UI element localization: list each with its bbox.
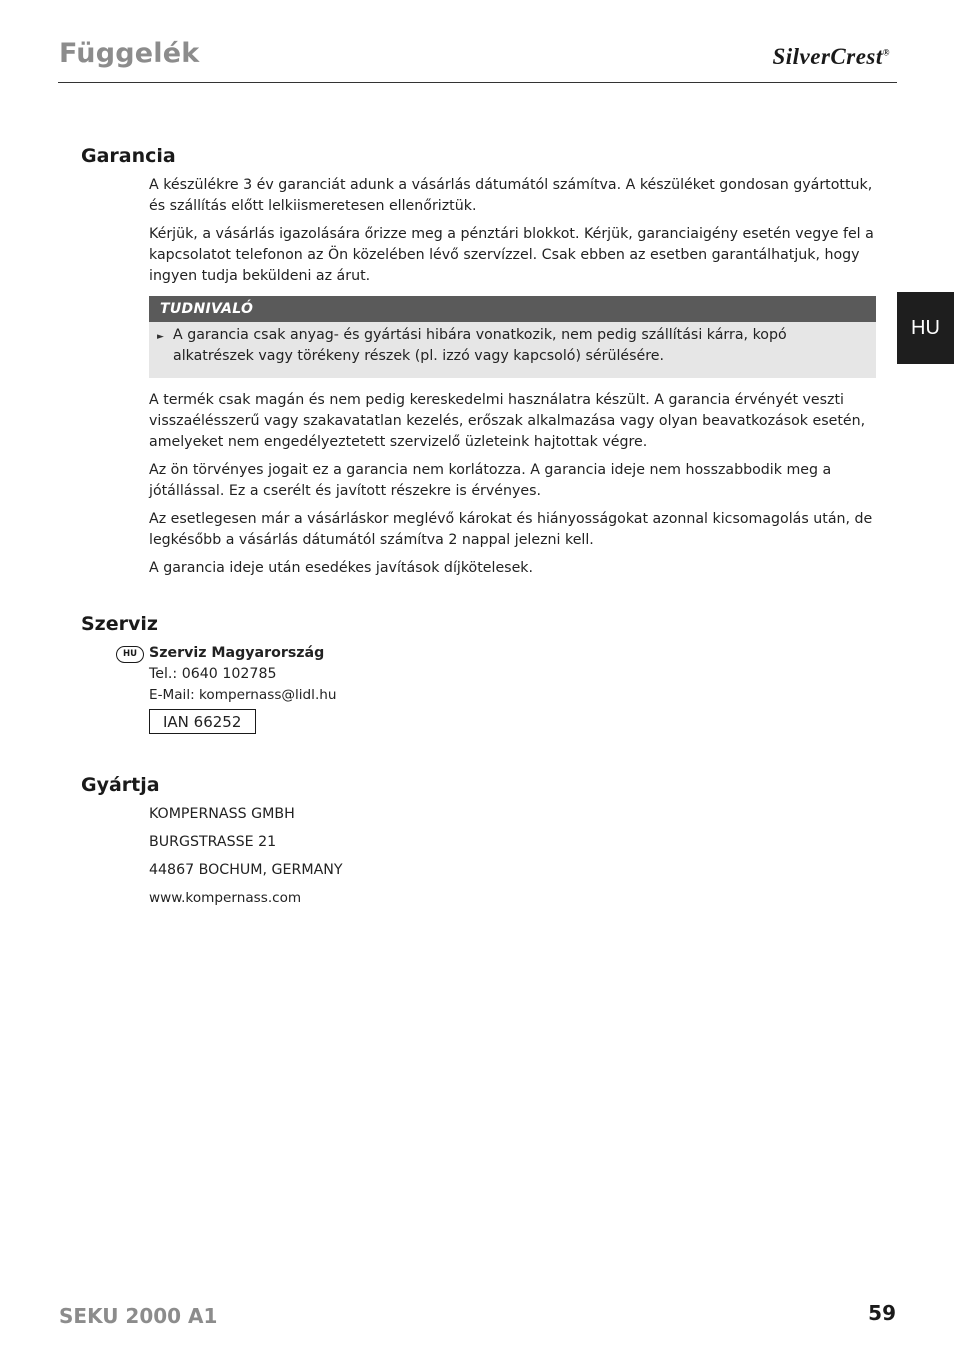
manufacturer-company: KOMPERNASS GMBH bbox=[149, 806, 295, 822]
brand-registered-mark: ® bbox=[882, 47, 890, 58]
note-text: A garancia csak anyag- és gyártási hibára vonatkozik, nem pedig szállítási kárra, kopó alkatrészek vagy törékeny részek (pl. izzó vagy kapcsoló) sérülésére. bbox=[173, 327, 787, 364]
brand-logo bbox=[772, 44, 890, 70]
note-box bbox=[149, 296, 876, 378]
header-divider bbox=[58, 82, 897, 83]
bullet-arrow-icon: ► bbox=[157, 332, 164, 342]
page-number: 59 bbox=[868, 1301, 896, 1325]
garancia-paragraph-4: Az ön törvényes jogait ez a garancia nem korlátozza. A garancia ideje nem hosszabbodik meg a jótállással. Ez a cserélt és javított részekre is érvényes. bbox=[149, 462, 832, 499]
country-code-badge: HU bbox=[116, 646, 144, 663]
service-phone: Tel.: 0640 102785 bbox=[149, 666, 277, 682]
brand-name: SilverCrest bbox=[772, 44, 883, 69]
note-heading: TUDNIVALÓ bbox=[149, 296, 876, 322]
note-body bbox=[149, 322, 876, 367]
service-name: Szerviz Magyarország bbox=[149, 645, 325, 661]
manufacturer-city: 44867 BOCHUM, GERMANY bbox=[149, 862, 343, 878]
manufacturer-street: BURGSTRASSE 21 bbox=[149, 834, 277, 850]
manufacturer-website: www.kompernass.com bbox=[149, 890, 302, 906]
garancia-paragraph-5: Az esetlegesen már a vásárláskor meglévő károkat és hiányosságokat azonnal kicsomagolás után, de legkésőbb a vásárlás dátumától számítva 2 nappal jelezni kell. bbox=[149, 511, 873, 548]
garancia-paragraph-2: Kérjük, a vásárlás igazolására őrizze meg a pénztári blokkot. Kérjük, garanciaigény esetén vegye fel a kapcsolatot telefonon az Ön közelében lévő szervízzel. Csak ebben az esetben garantálhatjuk, hogy ingyen tudja beküldeni az árut. bbox=[149, 226, 874, 284]
ian-number-box: IAN 66252 bbox=[149, 709, 256, 734]
footer-model-number: SEKU 2000 A1 bbox=[59, 1304, 218, 1328]
section-heading-szerviz: Szerviz bbox=[81, 613, 158, 635]
garancia-paragraph-1: A készülékre 3 év garanciát adunk a vásárlás dátumától számítva. A készüléket gondosan gyártottuk, és szállítás előtt lelkiismeretesen ellenőriztük. bbox=[149, 177, 873, 214]
section-heading-garancia: Garancia bbox=[81, 145, 176, 167]
language-tab: HU bbox=[897, 292, 954, 364]
garancia-paragraph-3: A termék csak magán és nem pedig kereskedelmi használatra készült. A garancia érvényét veszti visszaélésszerű vagy szakavatatlan kezelés, erőszak alkalmazása vagy olyan beavatkozások esetén, amelyeket nem engedélyeztetett szervizelő üzleteink hajtottak végre. bbox=[149, 392, 866, 450]
section-heading-gyartja: Gyártja bbox=[81, 774, 160, 796]
garancia-paragraph-6: A garancia ideje után esedékes javítások díjkötelesek. bbox=[149, 560, 534, 576]
service-email: E-Mail: kompernass@lidl.hu bbox=[149, 687, 337, 703]
page-title: Függelék bbox=[59, 38, 200, 69]
